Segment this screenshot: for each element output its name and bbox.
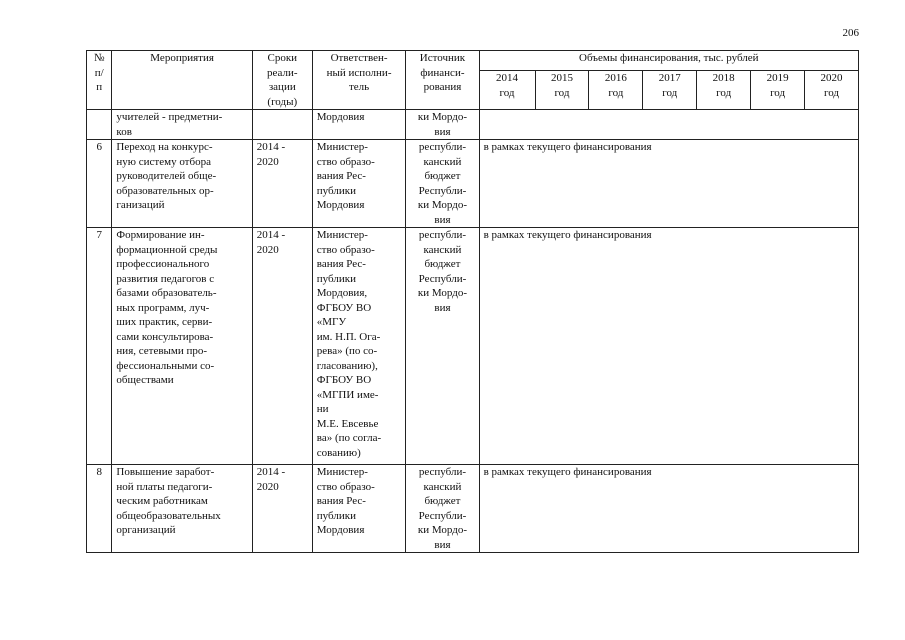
year-unit: год	[824, 86, 840, 99]
page-number: 206	[842, 27, 859, 39]
row-num	[87, 110, 112, 140]
row-executor: Мордовия	[312, 110, 406, 140]
row-activity: Формирование ин- формационной среды профессионального развития педагогов с базами образователь- ных программ, луч- ших практик, серви- сами консультирова- ния, сетевыми про- фессиональными со- обществами	[112, 228, 252, 465]
row-activity: учителей - предметни- ков	[112, 110, 252, 140]
table-row	[87, 228, 859, 465]
year-unit: год	[608, 86, 624, 99]
header-year-2016	[589, 71, 643, 110]
row-source: республи- канский бюджет Республи- ки Мордо- вия	[406, 465, 479, 553]
row-source: ки Мордо- вия	[406, 110, 479, 140]
header-year-2018	[697, 71, 751, 110]
table-row	[87, 110, 859, 140]
row-activity: Переход на конкурс- ную систему отбора руководителей обще- образовательных ор- ганизаций	[112, 140, 252, 228]
header-year-2014	[479, 71, 535, 110]
year-unit: год	[770, 86, 786, 99]
header-terms: Сроки реали- зации (годы)	[252, 51, 312, 110]
year-label: 2017	[658, 72, 681, 85]
header-year-2015	[535, 71, 589, 110]
year-label: 2014	[496, 72, 519, 85]
row-num: 8	[87, 465, 112, 553]
row-executor: Министер- ство образо- вания Рес- публики Мордовия	[312, 465, 406, 553]
header-funding-group: Объемы финансирования, тыс. рублей	[479, 51, 858, 71]
row-executor: Министер- ство образо- вания Рес- публики Мордовия	[312, 140, 406, 228]
row-funding	[479, 110, 858, 140]
header-year-2019	[751, 71, 805, 110]
row-source: республи- канский бюджет Республи- ки Мордо- вия	[406, 228, 479, 465]
year-unit: год	[662, 86, 678, 99]
header-row	[87, 51, 859, 71]
header-source: Источник финанси- рования	[406, 51, 479, 110]
row-funding: в рамках текущего финансирования	[479, 465, 858, 553]
header-year-2017	[643, 71, 697, 110]
row-activity: Повышение заработ- ной платы педагоги- ческим работникам общеобразовательных организаций	[112, 465, 252, 553]
header-year-2020	[805, 71, 859, 110]
year-label: 2020	[820, 72, 843, 85]
year-label: 2015	[550, 72, 573, 85]
year-unit: год	[554, 86, 570, 99]
year-unit: год	[716, 86, 732, 99]
header-activity: Мероприятия	[112, 51, 252, 110]
row-funding: в рамках текущего финансирования	[479, 140, 858, 228]
header-executor: Ответствен- ный исполни- тель	[312, 51, 406, 110]
table-row	[87, 140, 859, 228]
table-row	[87, 465, 859, 553]
row-terms: 2014 - 2020	[252, 140, 312, 228]
row-executor: Министер- ство образо- вания Рес- публики Мордовия, ФГБОУ ВО «МГУ им. Н.П. Ога- рева» (по со- гласованию), ФГБОУ ВО «МГПИ име- ни М.Е. Евсевье ва» (по согла- сованию)	[312, 228, 406, 465]
row-num: 6	[87, 140, 112, 228]
row-terms	[252, 110, 312, 140]
year-label: 2019	[766, 72, 789, 85]
row-terms: 2014 - 2020	[252, 465, 312, 553]
year-unit: год	[499, 86, 515, 99]
year-label: 2018	[712, 72, 735, 85]
financing-table	[86, 50, 859, 553]
row-num: 7	[87, 228, 112, 465]
row-terms: 2014 - 2020	[252, 228, 312, 465]
year-label: 2016	[604, 72, 627, 85]
row-source: республи- канский бюджет Республи- ки Мордо- вия	[406, 140, 479, 228]
header-num: № п/ п	[87, 51, 112, 110]
row-funding: в рамках текущего финансирования	[479, 228, 858, 465]
